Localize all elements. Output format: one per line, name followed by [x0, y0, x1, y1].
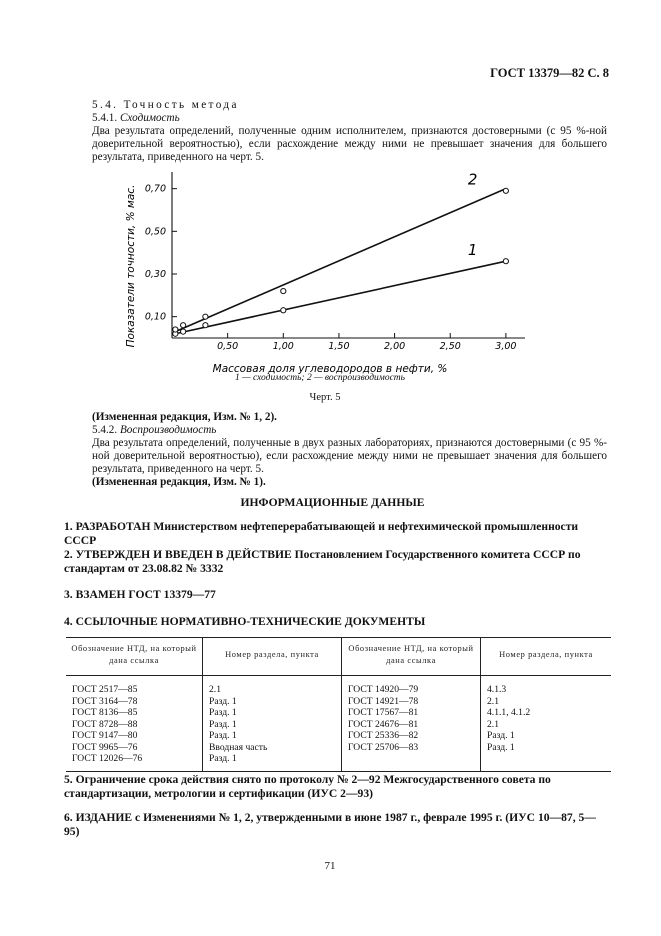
- paragraph-repeatability: Два результата определений, полученные одним исполнителем, признаются достоверными (с 95 %-ной доверительной вероятностью), если расхождение между ними не превышает значения для большего результата, приведенного на черт. 5.: [92, 125, 607, 163]
- y-tick-label: 0,50: [144, 226, 166, 238]
- data-point: [503, 259, 508, 264]
- x-tick-label: 1,00: [272, 341, 294, 352]
- section-5-4-2-heading: [92, 424, 216, 437]
- data-point: [503, 188, 508, 193]
- data-point: [203, 314, 208, 319]
- amendment-note-2: (Измененная редакция, Изм. № 1).: [92, 476, 266, 488]
- table-row: [66, 707, 611, 719]
- info-title: ИНФОРМАЦИОННЫЕ ДАННЫЕ: [240, 496, 425, 509]
- x-axis-label: Массовая доля углеводородов в нефти, %: [212, 363, 448, 375]
- table-header-cell: Номер раздела, пункта: [203, 638, 342, 676]
- table-cell: ГОСТ 3164—78: [72, 695, 138, 707]
- info-item-3: 3. ВЗАМЕН ГОСТ 13379—77: [64, 588, 216, 601]
- table-cell: Разд. 1: [481, 742, 612, 754]
- table-cell: Разд. 1: [203, 730, 342, 742]
- x-tick-label: 0,50: [217, 341, 239, 352]
- table-cell: ГОСТ 9147—80: [72, 730, 138, 741]
- series-line-2: [175, 189, 506, 332]
- x-tick-label: 2,00: [384, 341, 406, 352]
- table-cell: ГОСТ 8728—88: [72, 718, 138, 730]
- y-axis-label: Показатели точности, % мас.: [125, 184, 137, 348]
- table-cell: ГОСТ 8136—85: [72, 707, 138, 718]
- info-item-2: 2. УТВЕРЖДЕН И ВВЕДЕН В ДЕЙСТВИЕ Постановлением Государственного комитета СССР по стандартам от 23.08.82 № 3332: [64, 548, 581, 575]
- info-item-1: 1. РАЗРАБОТАН Министерством нефтеперерабатывающей и нефтехимической промышленности СССР: [64, 520, 579, 547]
- table-cell: Разд. 1: [203, 707, 342, 719]
- page-header: ГОСТ 13379—82 С. 8: [490, 66, 609, 80]
- x-tick-label: 3,00: [495, 341, 517, 352]
- table-header-row: [66, 638, 611, 676]
- section-5-4-2-name: Воспроизводимость: [119, 424, 217, 436]
- table-header-cell: Обозначение НТД, на который дана ссылка: [66, 638, 203, 676]
- info-item-4: 4. ССЫЛОЧНЫЕ НОРМАТИВНО-ТЕХНИЧЕСКИЕ ДОКУМЕНТЫ: [64, 615, 426, 628]
- series-label-1: 1: [467, 241, 478, 260]
- page-number: 71: [324, 860, 336, 872]
- y-tick-label: 0,70: [144, 183, 166, 195]
- table-cell: ГОСТ 17567—81: [342, 707, 481, 719]
- table-cell: 2.1: [481, 696, 612, 708]
- series-label-2: 2: [467, 170, 478, 189]
- data-point: [173, 327, 178, 332]
- section-5-4-1-name: Сходимость: [119, 112, 180, 124]
- x-tick-label: 2,50: [439, 341, 461, 352]
- section-5-4-2-number: 5.4.2.: [92, 424, 118, 436]
- x-tick-label: 1,50: [328, 341, 350, 352]
- table-cell: Разд. 1: [203, 719, 342, 731]
- table-cell: 2.1: [481, 719, 612, 731]
- info-item-5: 5. Ограничение срока действия снято по протоколу № 2—92 Межгосударственного совета по стандартизации, метрологии и сертификации (ИУС 2—93): [64, 773, 551, 800]
- table-cell: ГОСТ 14921—78: [342, 696, 481, 708]
- table-cell: ГОСТ 12026—76: [66, 753, 203, 771]
- table-header-cell: Обозначение НТД, на который дана ссылка: [342, 638, 481, 676]
- section-5-4-title: 5.4. Точность метода: [92, 99, 239, 111]
- table-cell: ГОСТ 2517—85: [72, 684, 138, 695]
- section-5-4-1-heading: [92, 112, 180, 125]
- table-cell: ГОСТ 24676—81: [342, 719, 481, 731]
- table-cell: ГОСТ 25706—83: [342, 742, 481, 754]
- section-5-4-1-number: 5.4.1.: [92, 112, 118, 124]
- table-row: [66, 730, 611, 742]
- chart-legend: 1 — сходимость; 2 — воспроизводимость: [235, 373, 405, 383]
- table-cell: [481, 753, 612, 771]
- data-point: [181, 323, 186, 328]
- table-cell: 2.1: [203, 676, 342, 696]
- table-cell: Разд. 1: [203, 753, 342, 771]
- table-row: [66, 742, 611, 754]
- y-tick-label: 0,10: [144, 311, 166, 323]
- amendment-note-1: (Измененная редакция, Изм. № 1, 2).: [92, 411, 277, 423]
- table-header-cell: Номер раздела, пункта: [481, 638, 612, 676]
- paragraph-reproducibility: Два результата определений, полученные в двух разных лабораториях, признаются достоверными (с 95 %-ной доверительной вероятностью), если расхождение между ними не превышает значения для большего результата, приведенного на черт. 5.: [92, 437, 607, 475]
- table-cell: ГОСТ 9965—76: [72, 741, 138, 753]
- table-row: [66, 719, 611, 731]
- data-point: [281, 308, 286, 313]
- data-point: [203, 323, 208, 328]
- references-table: [66, 637, 611, 772]
- y-tick-label: 0,30: [144, 269, 166, 280]
- table-cell: ГОСТ 25336—82: [342, 730, 481, 742]
- table-row: [66, 676, 611, 696]
- table-cell: ГОСТ 14920—79: [342, 676, 481, 696]
- info-item-6: 6. ИЗДАНИЕ с Изменениями № 1, 2, утвержденными в июне 1987 г., феврале 1995 г. (ИУС 10—87, 5—95): [64, 811, 596, 838]
- chart-caption: Черт. 5: [309, 392, 341, 403]
- table-cell: Вводная часть: [203, 742, 342, 754]
- table-cell: [342, 753, 481, 771]
- data-point: [281, 288, 286, 293]
- precision-chart: [110, 168, 530, 388]
- series-line-1: [175, 261, 506, 334]
- table-row: [66, 753, 611, 771]
- table-cell: 4.1.1, 4.1.2: [481, 707, 612, 719]
- table-row: [66, 696, 611, 708]
- table-cell: 4.1.3: [481, 676, 612, 696]
- table-cell: Разд. 1: [203, 696, 342, 708]
- table-cell: Разд. 1: [481, 730, 612, 742]
